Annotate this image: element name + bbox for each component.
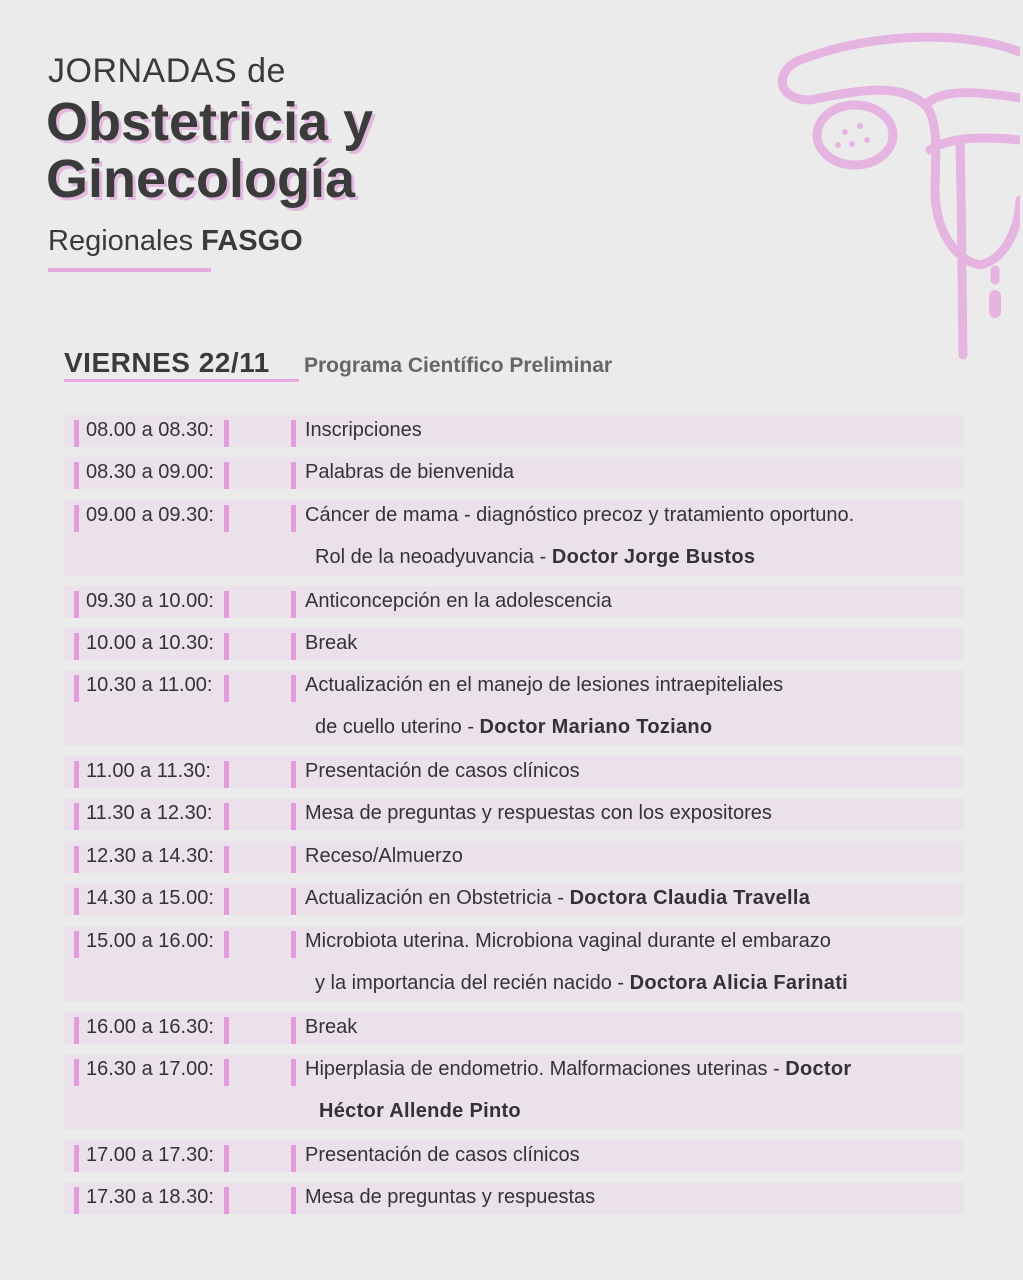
accent-bar	[291, 420, 296, 447]
subtitle-prefix: Regionales	[48, 225, 194, 257]
row-description-text: Actualización en Obstetricia -	[305, 887, 570, 909]
accent-bar	[74, 1145, 79, 1172]
schedule-row	[64, 756, 964, 788]
accent-bar	[74, 505, 79, 532]
accent-bar	[74, 931, 79, 958]
schedule-row	[64, 1012, 964, 1044]
row-continuation	[315, 546, 755, 569]
accent-bar	[224, 675, 229, 702]
row-time: 09.00 a 09.30:	[86, 504, 214, 526]
accent-bar	[224, 931, 229, 958]
row-speaker-first: Doctor	[785, 1058, 852, 1080]
accent-bar	[74, 846, 79, 873]
schedule-row	[64, 883, 964, 915]
uterus-icon	[770, 30, 1020, 370]
row-description	[305, 887, 810, 910]
row-time: 08.30 a 09.00:	[86, 461, 214, 483]
accent-bar	[291, 931, 296, 958]
row-time: 17.00 a 17.30:	[86, 1144, 214, 1166]
row-time: 17.30 a 18.30:	[86, 1186, 214, 1208]
row-description: Break	[305, 1016, 358, 1038]
row-continuation-text: y la importancia del recién nacido -	[315, 972, 630, 994]
program-label: Programa Científico Preliminar	[304, 354, 613, 377]
row-description: Actualización en el manejo de lesiones intraepiteliales	[305, 674, 784, 696]
row-time: 14.30 a 15.00:	[86, 887, 214, 909]
accent-bar	[291, 846, 296, 873]
row-speaker: Doctora Claudia Travella	[569, 887, 811, 909]
row-time: 09.30 a 10.00:	[86, 590, 214, 612]
row-continuation	[315, 972, 848, 995]
accent-bar	[224, 591, 229, 618]
row-time: 10.30 a 11.00:	[86, 674, 213, 696]
row-time: 10.00 a 10.30:	[86, 632, 214, 654]
row-description	[305, 1058, 851, 1081]
accent-bar	[291, 1145, 296, 1172]
row-time: 11.00 a 11.30:	[86, 760, 211, 782]
row-continuation	[315, 716, 712, 739]
row-time: 12.30 a 14.30:	[86, 845, 214, 867]
accent-bar	[224, 803, 229, 830]
schedule-row	[64, 798, 964, 830]
accent-bar	[74, 1187, 79, 1214]
accent-bar	[74, 888, 79, 915]
accent-bar	[74, 462, 79, 489]
day-underline	[64, 379, 299, 382]
schedule-row	[64, 1140, 964, 1172]
event-subtitle	[48, 225, 303, 258]
accent-bar	[291, 1059, 296, 1086]
accent-bar	[224, 462, 229, 489]
day-label: VIERNES 22/11	[64, 347, 270, 378]
row-description-text: Hiperplasia de endometrio. Malformaciones uterinas -	[305, 1058, 786, 1080]
accent-bar	[74, 420, 79, 447]
accent-bar	[291, 675, 296, 702]
row-time: 16.30 a 17.00:	[86, 1058, 214, 1080]
accent-bar	[224, 505, 229, 532]
schedule-row	[64, 1054, 964, 1130]
accent-bar	[224, 1187, 229, 1214]
schedule-row	[64, 500, 964, 576]
row-speaker: Doctor Mariano Toziano	[479, 716, 713, 738]
accent-bar	[224, 633, 229, 660]
schedule-row	[64, 415, 964, 447]
row-speaker: Héctor Allende Pinto	[319, 1100, 521, 1122]
row-description: Anticoncepción en la adolescencia	[305, 590, 612, 612]
accent-bar	[74, 633, 79, 660]
accent-bar	[224, 888, 229, 915]
row-description: Presentación de casos clínicos	[305, 760, 580, 782]
row-description: Palabras de bienvenida	[305, 461, 515, 483]
schedule-row	[64, 457, 964, 489]
subtitle-underline	[48, 268, 211, 272]
row-description: Mesa de preguntas y respuestas con los expositores	[305, 802, 772, 824]
row-description: Break	[305, 632, 358, 654]
accent-bar	[291, 462, 296, 489]
row-time: 08.00 a 08.30:	[86, 419, 214, 441]
row-description: Mesa de preguntas y respuestas	[305, 1186, 596, 1208]
row-speaker: Doctora Alicia Farinati	[629, 972, 849, 994]
row-time: 11.30 a 12.30:	[86, 802, 213, 824]
schedule-row	[64, 670, 964, 746]
row-description: Cáncer de mama - diagnóstico precoz y tratamiento oportuno.	[305, 504, 855, 526]
schedule-row	[64, 586, 964, 618]
accent-bar	[291, 591, 296, 618]
accent-bar	[74, 803, 79, 830]
accent-bar	[224, 1145, 229, 1172]
accent-bar	[291, 1017, 296, 1044]
event-top-line: JORNADAS de	[48, 52, 286, 90]
accent-bar	[291, 1187, 296, 1214]
accent-bar	[74, 675, 79, 702]
accent-bar	[291, 803, 296, 830]
accent-bar	[224, 1017, 229, 1044]
row-description: Receso/Almuerzo	[305, 845, 463, 867]
row-continuation	[319, 1100, 521, 1123]
row-time: 16.00 a 16.30:	[86, 1016, 214, 1038]
subtitle-brand: FASGO	[201, 225, 303, 257]
event-title-line-1: Obstetricia y	[46, 92, 374, 152]
row-speaker: Doctor Jorge Bustos	[551, 546, 756, 568]
schedule-row	[64, 628, 964, 660]
schedule-row	[64, 926, 964, 1002]
row-time: 15.00 a 16.00:	[86, 930, 214, 952]
accent-bar	[224, 1059, 229, 1086]
accent-bar	[224, 846, 229, 873]
row-description: Presentación de casos clínicos	[305, 1144, 580, 1166]
accent-bar	[291, 888, 296, 915]
accent-bar	[291, 505, 296, 532]
row-description: Microbiota uterina. Microbiona vaginal durante el embarazo	[305, 930, 831, 952]
row-continuation-text: Rol de la neoadyuvancia -	[315, 546, 552, 568]
row-continuation-text: de cuello uterino -	[315, 716, 480, 738]
schedule-row	[64, 841, 964, 873]
accent-bar	[224, 420, 229, 447]
schedule-row	[64, 1182, 964, 1214]
accent-bar	[74, 761, 79, 788]
accent-bar	[74, 1059, 79, 1086]
accent-bar	[291, 761, 296, 788]
accent-bar	[74, 591, 79, 618]
accent-bar	[291, 633, 296, 660]
accent-bar	[224, 761, 229, 788]
event-title-line-2: Ginecología	[46, 149, 356, 209]
accent-bar	[74, 1017, 79, 1044]
row-description: Inscripciones	[305, 419, 422, 441]
